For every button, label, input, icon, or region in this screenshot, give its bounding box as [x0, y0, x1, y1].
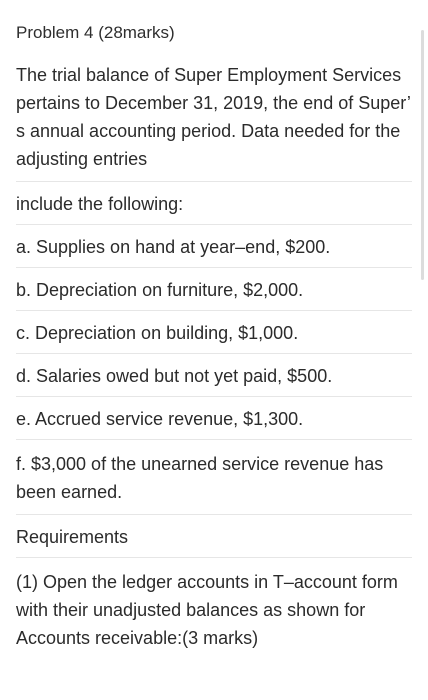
divider	[16, 224, 412, 225]
divider	[16, 181, 412, 182]
problem-title: Problem 4 (28marks)	[16, 23, 175, 42]
problem-intro: The trial balance of Super Employment Services pertains to December 31, 2019, the end of Super’ s annual accounting period. Data needed for the adjusting entries	[16, 65, 411, 169]
adjustment-item-b: b. Depreciation on furniture, $2,000.	[16, 280, 304, 300]
adjustment-item-f: f. $3,000 of the unearned service revenue has been earned.	[16, 454, 384, 502]
adjustment-item-a: a. Supplies on hand at year–end, $200.	[16, 237, 331, 257]
problem-document	[16, 0, 412, 652]
divider	[16, 310, 412, 311]
divider	[16, 439, 412, 440]
lead-text: include the following:	[16, 194, 184, 214]
divider	[16, 557, 412, 558]
adjustment-item-e: e. Accrued service revenue, $1,300.	[16, 409, 304, 429]
divider	[16, 396, 412, 397]
divider	[16, 267, 412, 268]
divider	[16, 353, 412, 354]
divider	[16, 514, 412, 515]
adjustment-item-c: c. Depreciation on building, $1,000.	[16, 323, 299, 343]
requirement-1: (1) Open the ledger accounts in T–account form with their unadjusted balances as shown for Accounts receivable:(3 marks)	[16, 572, 398, 648]
scrollbar[interactable]	[421, 30, 424, 280]
adjustment-item-d: d. Salaries owed but not yet paid, $500.	[16, 366, 333, 386]
requirements-heading: Requirements	[16, 527, 129, 547]
